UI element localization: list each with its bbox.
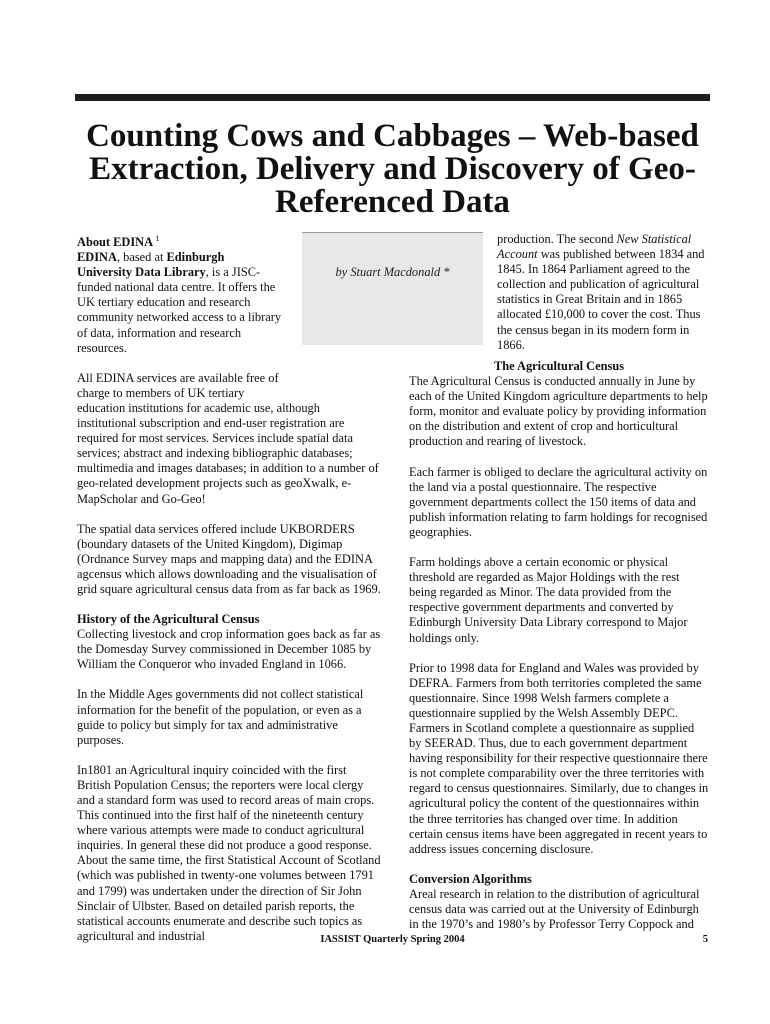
agcensus-paragraph-2: Each farmer is obliged to declare the agricultural activity on the land via a postal questionnaire. The respective government departments collect the 150 items of data and publish information relating to farm holdings for recognised geographies.: [409, 464, 708, 539]
agcensus-paragraph-3: Farm holdings above a certain economic or physical threshold are regarded as Major Holdings with the rest being regarded as Minor. The data provided from the respective government departments and converted by Edinburgh University Data Library correspond to Major holdings only.: [409, 555, 688, 645]
history-paragraph-2: In the Middle Ages governments did not collect statistical information for the benefit of the population, or even as a guide to policy but simply for tax and administrative purposes.: [77, 687, 364, 747]
author-byline: by Stuart Macdonald *: [335, 265, 450, 279]
edina-name: EDINA: [77, 250, 117, 265]
about-edina-paragraph: [77, 250, 282, 356]
spatial-services-paragraph: The spatial data services offered include UKBORDERS (boundary datasets of the United Kingdom), Digimap (Ordnance Survey maps and mapping data) and the EDINA agcensus which allows downloading and the visualisation of grid square agricultural census data from as far back as 1969.: [77, 521, 381, 596]
page-number: 5: [702, 934, 708, 945]
header-rule: [75, 94, 710, 101]
agricultural-census-heading: The Agricultural Census: [493, 359, 625, 373]
agcensus-paragraph-1: The Agricultural Census is conducted annually in June by each of the United Kingdom agriculture departments to help form, monitor and evaluate policy by providing information on the distribution and extent of crop and horticultural production and rearing of livestock.: [409, 374, 708, 449]
history-heading: History of the Agricultural Census: [77, 612, 260, 627]
conversion-paragraph-1: Areal research in relation to the distribution of agricultural census data was carried out at the University of Edinburgh in the 1970’s and 1980’s by Professor Terry Coppock and: [409, 886, 700, 932]
title-line-1: Counting Cows and Cabbages – Web-based: [86, 118, 699, 154]
new-statistical-account-title: New Statistical Account: [497, 232, 692, 262]
title-line-2: Extraction, Delivery and Discovery of Geo-: [89, 151, 696, 187]
about-edina-heading: [77, 235, 382, 250]
history-paragraph-1: Collecting livestock and crop information goes back as far as the Domesday Survey commissioned in December 1085 by William the Conqueror who invaded England in 1066.: [77, 627, 381, 672]
footnote-mark: 1: [155, 233, 160, 243]
services-paragraph-rest: education institutions for academic use, although institutional subscription and end-user registration are required for most services. Services include spatial data services; abstract and indexing bibliographic databases; multimedia and images databases; in addition to a number of geo-related development projects such as geoXwalk, e-MapScholar and Go-Geo!: [77, 400, 379, 506]
right-column: [409, 359, 709, 932]
about-heading-text: About EDINA: [77, 235, 153, 249]
agcensus-paragraph-4: Prior to 1998 data for England and Wales was provided by DEFRA. Farmers from both territories completed the same questionnaire. Since 1998 Welsh farmers complete a questionnaire supplied by the Welsh Assembly DEPC. Farmers in Scotland complete a questionnaire as supplied by SEERAD. Thus, due to each government department having responsibility for their respective questionnaire there is not complete comparability over the three territories with regard to census questionnaires. Similarly, due to changes in agricultural policy the content of the questionnaires within the three territories has changed over time. In addition certain census items have been aggregated in recent years to address issues concerning disclosure.: [409, 660, 709, 856]
services-paragraph-narrow: All EDINA services are available free of charge to members of UK tertiary: [77, 370, 279, 400]
journal-issue: IASSIST Quarterly Spring 2004: [320, 934, 465, 945]
article-title: [75, 120, 710, 219]
stat-account-text-a: production. The second: [497, 232, 617, 246]
statistical-account-paragraph: [497, 232, 709, 353]
stat-account-text-b: was published between 1834 and 1845. In 1864 Parliament agreed to the collection and publication of agricultural statistics in Great Britain and in 1865 allocated £10,000 to cover the cost. Thus the census began in its modern form in 1866.: [497, 247, 705, 352]
history-paragraph-3: In1801 an Agricultural inquiry coincided with the first British Population Census; the reporters were local clergy and a standard form was used to record areas of main crops. This continued into the first half of the nineteenth century where various attempts were made to conduct agricultural inquiries. In general these did not produce a good response. About the same time, the first Statistical Account of Scotland (which was published in twenty-one volumes between 1791 and 1799) was undertaken under the direction of Sir John Sinclair of Ulbster. Based on detailed parish reports, the statistical accounts enumerate and describe such topics as agricultural and industrial: [77, 762, 381, 943]
title-line-3: Referenced Data: [275, 184, 510, 220]
data-library: Data Library: [135, 265, 206, 280]
right-top-column: [497, 232, 709, 353]
about-text-e: , is a JISC-funded national data centre. It offers the UK tertiary education and research community networked access to a library of data, information and research resources.: [77, 265, 282, 355]
services-paragraph: [77, 371, 382, 507]
edinburgh-university: Edinburgh University: [77, 250, 225, 280]
left-column: [77, 235, 382, 944]
about-text-b: , based at: [116, 250, 167, 265]
conversion-heading: Conversion Algorithms: [409, 871, 532, 886]
